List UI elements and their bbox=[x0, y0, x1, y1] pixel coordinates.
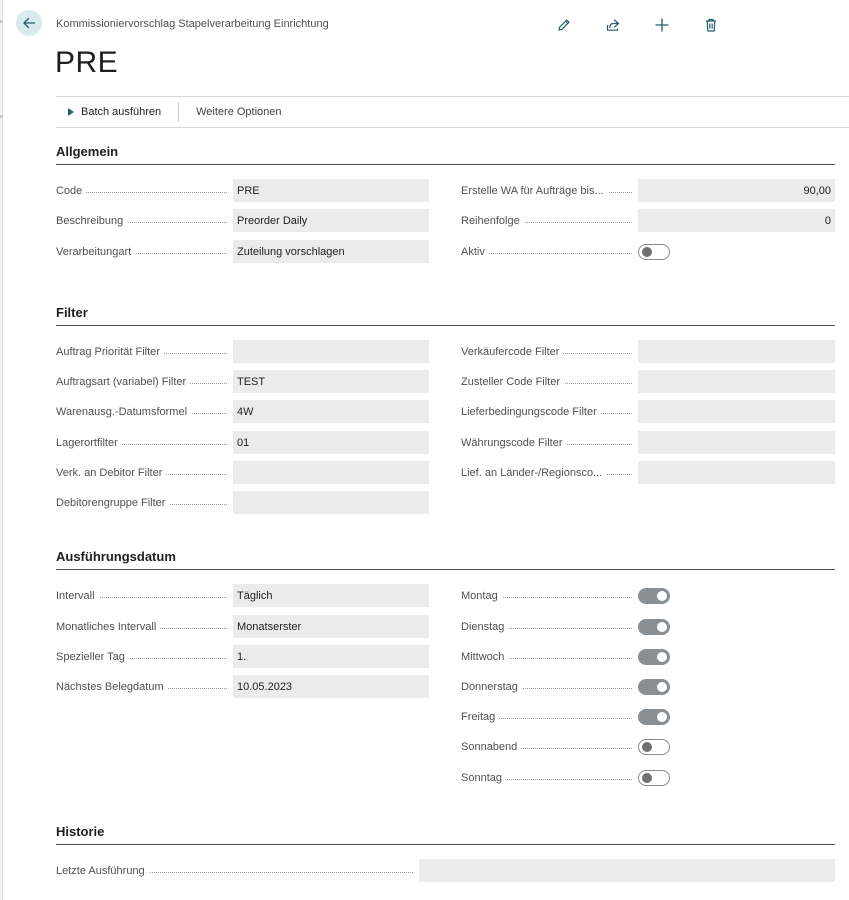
active-toggle[interactable] bbox=[638, 244, 670, 260]
field-label: Monatliches Intervall bbox=[56, 621, 160, 633]
field-saturday bbox=[461, 735, 670, 758]
field-friday bbox=[461, 705, 670, 728]
description-input[interactable]: Preorder Daily bbox=[233, 209, 429, 232]
run-batch-button[interactable] bbox=[68, 106, 161, 118]
field-customer-group-filter bbox=[56, 491, 429, 514]
field-label: Code bbox=[56, 185, 86, 197]
wednesday-toggle[interactable] bbox=[638, 649, 670, 665]
field-monday bbox=[461, 584, 670, 607]
field-label: Freitag bbox=[461, 711, 499, 723]
salesperson-filter-input[interactable] bbox=[638, 340, 835, 363]
field-order-type-filter bbox=[56, 370, 429, 393]
field-label: Lieferbedingungscode Filter bbox=[461, 406, 601, 418]
delivery-terms-filter-input[interactable] bbox=[638, 400, 835, 423]
share-button[interactable] bbox=[601, 13, 625, 37]
arrow-left-icon bbox=[22, 16, 36, 30]
field-next-document-date bbox=[56, 675, 429, 698]
monthly-interval-select[interactable]: Monatserster bbox=[233, 615, 429, 638]
field-label: Auftragsart (variabel) Filter bbox=[56, 376, 190, 388]
breadcrumb: Kommissioniervorschlag Stapelverarbeitung Einrichtung bbox=[56, 18, 329, 30]
field-label: Mittwoch bbox=[461, 651, 508, 663]
field-label: Debitorengruppe Filter bbox=[56, 497, 169, 509]
field-currency-filter bbox=[461, 431, 835, 454]
more-options-label: Weitere Optionen bbox=[196, 106, 282, 118]
sell-to-customer-filter-input[interactable] bbox=[233, 461, 429, 484]
edge-marker bbox=[0, 20, 3, 23]
tuesday-toggle[interactable] bbox=[638, 619, 670, 635]
section-title-general[interactable]: Allgemein bbox=[56, 144, 119, 159]
share-icon bbox=[605, 17, 621, 33]
field-processing-type bbox=[56, 240, 429, 263]
delete-icon bbox=[703, 17, 719, 33]
section-title-history[interactable]: Historie bbox=[56, 824, 105, 839]
left-edge-strip bbox=[0, 0, 3, 900]
edge-marker bbox=[0, 115, 3, 118]
next-document-date-input[interactable]: 10.05.2023 bbox=[233, 675, 429, 698]
processing-type-select[interactable]: Zuteilung vorschlagen bbox=[233, 240, 429, 263]
thursday-toggle[interactable] bbox=[638, 679, 670, 695]
field-ship-to-country-filter bbox=[461, 461, 835, 484]
page-title: PRE bbox=[55, 46, 119, 79]
field-salesperson-filter bbox=[461, 340, 835, 363]
shipment-date-formula-input[interactable]: 4W bbox=[233, 400, 429, 423]
field-label: Lagerortfilter bbox=[56, 437, 122, 449]
field-special-day bbox=[56, 645, 429, 668]
field-location-filter bbox=[56, 431, 429, 454]
new-button[interactable] bbox=[650, 13, 674, 37]
play-icon bbox=[68, 108, 74, 116]
field-label: Reihenfolge bbox=[461, 215, 524, 227]
section-title-filter[interactable]: Filter bbox=[56, 305, 88, 320]
saturday-toggle[interactable] bbox=[638, 739, 670, 755]
field-sell-to-customer-filter bbox=[56, 461, 429, 484]
field-shipping-agent-filter bbox=[461, 370, 835, 393]
field-label: Lief. an Länder-/Regionsco... bbox=[461, 467, 606, 479]
field-label: Intervall bbox=[56, 590, 99, 602]
customer-group-filter-input[interactable] bbox=[233, 491, 429, 514]
ship-to-country-filter-input[interactable] bbox=[638, 461, 835, 484]
field-label: Währungscode Filter bbox=[461, 437, 567, 449]
edit-button[interactable] bbox=[552, 13, 576, 37]
field-tuesday bbox=[461, 615, 670, 638]
special-day-select[interactable]: 1. bbox=[233, 645, 429, 668]
field-interval bbox=[56, 584, 429, 607]
header-actions bbox=[552, 13, 723, 37]
sequence-input[interactable]: 0 bbox=[638, 209, 835, 232]
field-label: Auftrag Priorität Filter bbox=[56, 346, 164, 358]
field-code bbox=[56, 179, 429, 202]
field-order-priority-filter bbox=[56, 340, 429, 363]
run-batch-label: Batch ausführen bbox=[81, 106, 162, 118]
monday-toggle[interactable] bbox=[638, 588, 670, 604]
field-wednesday bbox=[461, 645, 670, 668]
field-monthly-interval bbox=[56, 615, 429, 638]
field-label: Dienstag bbox=[461, 621, 508, 633]
field-thursday bbox=[461, 675, 670, 698]
order-priority-filter-input[interactable] bbox=[233, 340, 429, 363]
section-divider bbox=[56, 325, 835, 326]
create-wa-input[interactable]: 90,00 bbox=[638, 179, 835, 202]
field-sequence bbox=[461, 209, 835, 232]
delete-button[interactable] bbox=[699, 13, 723, 37]
sunday-toggle[interactable] bbox=[638, 770, 670, 786]
field-label: Beschreibung bbox=[56, 215, 127, 227]
currency-filter-input[interactable] bbox=[638, 431, 835, 454]
section-divider bbox=[56, 844, 835, 845]
shipping-agent-filter-input[interactable] bbox=[638, 370, 835, 393]
field-label: Verkäufercode Filter bbox=[461, 346, 563, 358]
section-title-execution[interactable]: Ausführungsdatum bbox=[56, 549, 176, 564]
plus-icon bbox=[654, 17, 670, 33]
section-divider bbox=[56, 569, 835, 570]
field-label: Verk. an Debitor Filter bbox=[56, 467, 166, 479]
field-last-run bbox=[56, 859, 835, 882]
field-description bbox=[56, 209, 429, 232]
location-filter-input[interactable]: 01 bbox=[233, 431, 429, 454]
field-shipment-date-formula bbox=[56, 400, 429, 423]
field-label: Montag bbox=[461, 590, 502, 602]
field-label: Erstelle WA für Aufträge bis... bbox=[461, 185, 608, 197]
field-label: Spezieller Tag bbox=[56, 651, 129, 663]
action-bar-divider bbox=[178, 102, 179, 122]
edit-icon bbox=[556, 17, 572, 33]
last-run-input[interactable] bbox=[419, 859, 835, 882]
field-label: Aktiv bbox=[461, 246, 489, 258]
field-label: Letzte Ausführung bbox=[56, 865, 149, 877]
back-button[interactable] bbox=[16, 10, 42, 36]
field-create-wa bbox=[461, 179, 835, 202]
field-label: Zusteller Code Filter bbox=[461, 376, 564, 388]
field-label: Warenausg.-Datumsformel bbox=[56, 406, 191, 418]
field-delivery-terms-filter bbox=[461, 400, 835, 423]
more-options-button[interactable] bbox=[196, 106, 281, 118]
order-type-filter-input[interactable]: TEST bbox=[233, 370, 429, 393]
field-label: Donnerstag bbox=[461, 681, 522, 693]
field-label: Verarbeitungart bbox=[56, 246, 135, 258]
friday-toggle[interactable] bbox=[638, 709, 670, 725]
field-label: Sonntag bbox=[461, 772, 506, 784]
section-divider bbox=[56, 164, 835, 165]
field-label: Sonnabend bbox=[461, 741, 521, 753]
code-input[interactable]: PRE bbox=[233, 179, 429, 202]
field-active bbox=[461, 240, 670, 263]
field-sunday bbox=[461, 766, 670, 789]
interval-select[interactable]: Täglich bbox=[233, 584, 429, 607]
action-bar bbox=[56, 96, 849, 128]
field-label: Nächstes Belegdatum bbox=[56, 681, 168, 693]
